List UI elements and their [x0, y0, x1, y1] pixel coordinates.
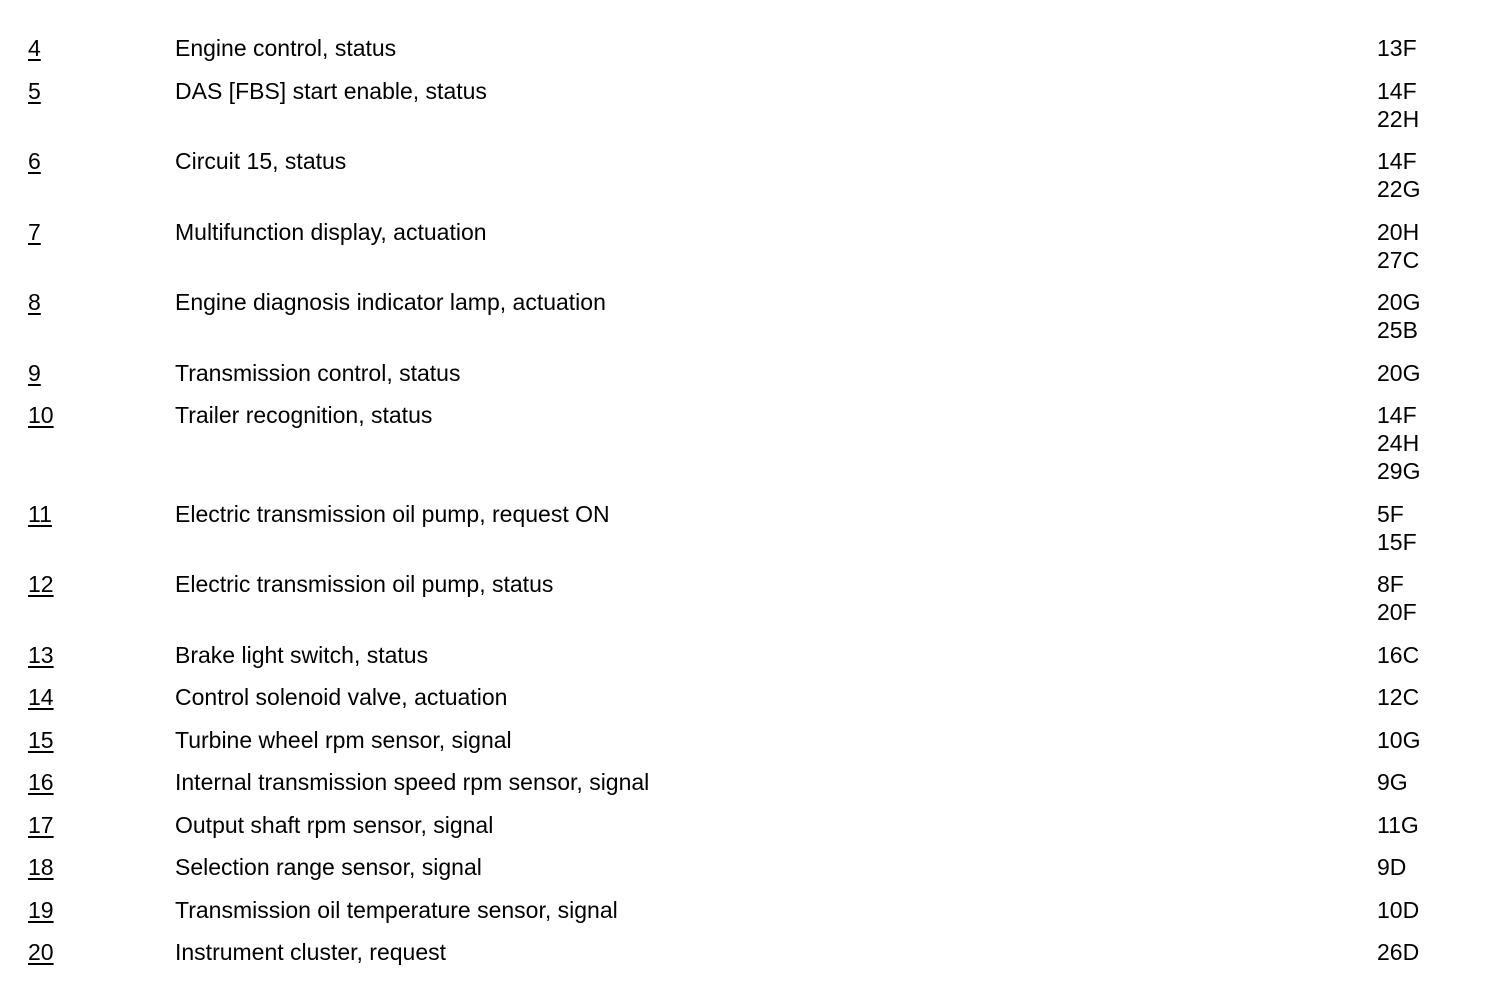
item-description: Multifunction display, actuation	[175, 218, 487, 245]
grid-reference-list	[1377, 768, 1408, 796]
grid-reference: 29G	[1377, 458, 1421, 484]
grid-reference: 10D	[1377, 896, 1420, 923]
grid-reference-list	[1377, 147, 1420, 203]
item-description: DAS [FBS] start enable, status	[175, 77, 487, 104]
grid-reference: 12C	[1377, 684, 1420, 710]
item-description: Transmission control, status	[175, 359, 461, 386]
grid-reference-list	[1377, 853, 1406, 881]
grid-reference: 11G	[1377, 811, 1419, 838]
legend-row	[0, 683, 1504, 726]
item-description: Turbine wheel rpm sensor, signal	[175, 726, 512, 753]
grid-reference-list	[1377, 288, 1420, 344]
grid-reference-list	[1377, 641, 1419, 669]
signal-legend-table	[0, 34, 1504, 981]
item-description: Circuit 15, status	[175, 148, 347, 174]
item-description: Output shaft rpm sensor, signal	[175, 811, 494, 838]
grid-reference: 22H	[1377, 105, 1420, 132]
grid-reference: 14F	[1377, 402, 1417, 428]
grid-reference: 5F	[1377, 500, 1404, 527]
item-description: Engine diagnosis indicator lamp, actuation	[175, 289, 606, 315]
item-number-link[interactable]: 16	[28, 769, 54, 795]
grid-reference: 20G	[1377, 289, 1421, 315]
grid-reference-list	[1377, 726, 1420, 754]
legend-row	[0, 147, 1504, 218]
grid-reference-list	[1377, 683, 1419, 711]
grid-reference: 20G	[1377, 359, 1421, 386]
grid-reference-list	[1377, 500, 1417, 556]
item-number-link[interactable]: 10	[28, 402, 54, 428]
legend-row	[0, 811, 1504, 854]
grid-reference-list	[1377, 359, 1420, 387]
grid-reference: 14F	[1377, 77, 1417, 104]
grid-reference: 25B	[1377, 317, 1418, 343]
grid-reference-list	[1377, 896, 1419, 924]
item-description: Electric transmission oil pump, request ON	[175, 500, 610, 527]
grid-reference-list	[1377, 811, 1419, 839]
grid-reference-list	[1377, 218, 1419, 274]
grid-reference: 24H	[1377, 430, 1420, 456]
item-number-link[interactable]: 4	[28, 35, 41, 61]
item-number-link[interactable]: 13	[28, 641, 54, 668]
item-number-link[interactable]: 12	[28, 571, 54, 597]
item-number-link[interactable]: 9	[28, 359, 41, 386]
item-description: Trailer recognition, status	[175, 402, 433, 428]
item-description: Brake light switch, status	[175, 641, 429, 668]
grid-reference-list	[1377, 938, 1419, 966]
item-number-link[interactable]: 6	[28, 148, 41, 174]
legend-row	[0, 500, 1504, 571]
legend-row	[0, 570, 1504, 641]
legend-row	[0, 726, 1504, 769]
legend-row	[0, 218, 1504, 289]
legend-row	[0, 77, 1504, 148]
item-number-link[interactable]: 20	[28, 939, 54, 965]
grid-reference: 27C	[1377, 246, 1420, 273]
item-number-link[interactable]: 18	[28, 854, 54, 880]
item-description: Selection range sensor, signal	[175, 854, 482, 880]
grid-reference: 8F	[1377, 571, 1404, 597]
item-description: Instrument cluster, request	[175, 939, 447, 965]
item-number-link[interactable]: 5	[28, 77, 41, 104]
grid-reference: 22G	[1377, 176, 1421, 202]
grid-reference: 20H	[1377, 218, 1420, 245]
grid-reference: 20F	[1377, 599, 1417, 625]
item-description: Internal transmission speed rpm sensor, signal	[175, 769, 650, 795]
legend-row	[0, 938, 1504, 981]
grid-reference-list	[1377, 570, 1417, 626]
grid-reference: 15F	[1377, 528, 1417, 555]
legend-row	[0, 34, 1504, 77]
legend-row	[0, 288, 1504, 359]
grid-reference: 13F	[1377, 35, 1417, 61]
item-number-link[interactable]: 17	[28, 811, 54, 838]
item-number-link[interactable]: 19	[28, 896, 54, 923]
item-description: Engine control, status	[175, 35, 397, 61]
item-description: Control solenoid valve, actuation	[175, 684, 508, 710]
legend-row	[0, 641, 1504, 684]
legend-row	[0, 853, 1504, 896]
grid-reference: 26D	[1377, 939, 1420, 965]
item-number-link[interactable]: 7	[28, 218, 41, 245]
grid-reference-list	[1377, 401, 1420, 485]
grid-reference: 9G	[1377, 769, 1408, 795]
grid-reference: 10G	[1377, 726, 1421, 753]
legend-row	[0, 896, 1504, 939]
legend-row	[0, 768, 1504, 811]
item-description: Electric transmission oil pump, status	[175, 571, 554, 597]
grid-reference: 14F	[1377, 148, 1417, 174]
item-description: Transmission oil temperature sensor, signal	[175, 896, 618, 923]
item-number-link[interactable]: 11	[28, 500, 52, 527]
grid-reference-list	[1377, 77, 1419, 133]
item-number-link[interactable]: 15	[28, 726, 54, 753]
item-number-link[interactable]: 14	[28, 684, 54, 710]
grid-reference: 9D	[1377, 854, 1407, 880]
item-number-link[interactable]: 8	[28, 289, 41, 315]
grid-reference-list	[1377, 34, 1417, 62]
grid-reference: 16C	[1377, 641, 1420, 668]
legend-row	[0, 401, 1504, 500]
legend-row	[0, 359, 1504, 402]
